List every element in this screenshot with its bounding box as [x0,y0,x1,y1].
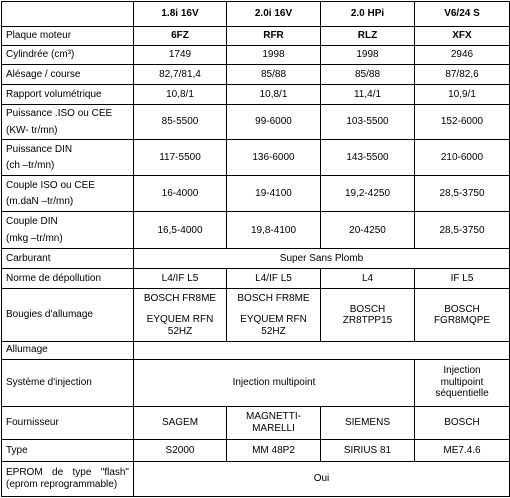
cell-value: 2946 [415,46,510,65]
header-engine-4: V6/24 S [415,2,510,27]
cell-value: 117-5500 [134,140,227,176]
row-label: Carburant [2,249,134,269]
cell-value: 10,8/1 [134,85,227,105]
row-label: Norme de dépollution [2,269,134,289]
cell-value: 85/88 [227,65,321,85]
header-row [2,2,510,27]
cell-line: BOSCH FR8ME [237,292,310,304]
cell-value-multiline [415,359,510,406]
row-systeme-injection [2,359,510,406]
row-type [2,439,510,461]
row-puissance-din [2,140,510,176]
cell-value: 20-4250 [321,212,415,249]
cell-value: 85-5500 [134,105,227,140]
row-label-unit: (KW- tr/mn) [6,124,58,136]
cell-value: RFR [227,27,321,46]
cell-value: ME7.4.6 [415,439,510,461]
row-label-line: EPROM de type "flash" [6,467,129,479]
cell-value: 82,7/81,4 [134,65,227,85]
cell-value: SAGEM [134,406,227,439]
row-label: Système d'injection [2,359,134,406]
row-label-line: Puissance .ISO ou CEE [6,108,113,120]
row-plaque-moteur [2,27,510,46]
row-label: Type [2,439,134,461]
cell-line: ZR8TPP15 [342,315,393,327]
cell-value: 19,2-4250 [321,176,415,212]
cell-line: multipoint [440,376,484,388]
header-engine-2: 2.0i 16V [227,2,321,27]
row-label-line: Couple DIN [6,216,58,228]
header-engine-1: 1.8i 16V [134,2,227,27]
row-eprom [2,461,510,496]
row-label-unit: (eprom reprogrammable) [6,478,118,490]
row-label [2,105,134,140]
cell-value: MM 48P2 [227,439,321,461]
cell-line: EYQUEM RFN [240,314,307,326]
row-label [2,140,134,176]
line-gap [138,304,222,314]
header-corner [2,2,134,27]
cell-value: L4/IF L5 [134,269,227,289]
cell-empty [134,341,510,359]
row-label-line: Couple ISO ou CEE [6,179,95,191]
row-label: Alésage / course [2,65,134,85]
cell-line: MAGNETTI- [246,411,301,423]
row-label-unit: (mkg –tr/mn) [6,232,63,244]
cell-line: EYQUEM RFN [146,314,214,326]
cell-value: 28,5-3750 [415,176,510,212]
row-label: Plaque moteur [2,27,134,46]
cell-line: MARELLI [252,422,295,434]
cell-line: FGR8MQPE [433,315,491,327]
cell-value-merged: Super Sans Plomb [134,249,510,269]
cell-value-merged: Injection multipoint [134,359,415,406]
cell-value: L4/IF L5 [227,269,321,289]
cell-value-multiline [321,289,415,341]
cell-value: 210-6000 [415,140,510,176]
cell-line: Injection [443,365,481,377]
row-rapport-volumetrique [2,85,510,105]
engine-spec-table [1,1,510,497]
row-label [2,176,134,212]
cell-value: 1998 [227,46,321,65]
row-label-unit: (m.daN –tr/mn) [6,196,74,208]
cell-line: BOSCH [349,303,386,315]
row-label-line: Puissance DIN [6,143,73,155]
cell-value: 1749 [134,46,227,65]
cell-value: S2000 [134,439,227,461]
row-allumage [2,341,510,359]
row-label: Bougies d'allumage [2,289,134,341]
row-label: Cylindrée (cm³) [2,46,134,65]
row-fournisseur [2,406,510,439]
cell-value-multiline [415,289,510,341]
cell-value: 6FZ [134,27,227,46]
cell-value: 85/88 [321,65,415,85]
cell-value: SIEMENS [321,406,415,439]
cell-value: 10,8/1 [227,85,321,105]
cell-line: séquentielle [435,388,489,400]
cell-value-multiline [227,406,321,439]
row-bougies [2,289,510,341]
cell-value: BOSCH [415,406,510,439]
cell-value: 136-6000 [227,140,321,176]
header-engine-3: 2.0 HPi [321,2,415,27]
cell-line: 52HZ [261,325,286,337]
cell-line: BOSCH FR8ME [143,292,217,304]
row-alesage-course [2,65,510,85]
cell-value-merged: Oui [134,461,510,496]
cell-value: 99-6000 [227,105,321,140]
cell-value: 143-5500 [321,140,415,176]
row-label: Allumage [2,341,134,359]
cell-value: SIRIUS 81 [321,439,415,461]
cell-line: BOSCH [444,303,480,315]
line-gap [231,304,316,314]
cell-value: 16,5-4000 [134,212,227,249]
cell-value: 103-5500 [321,105,415,140]
cell-value: 28,5-3750 [415,212,510,249]
row-label: Rapport volumétrique [2,85,134,105]
row-label [2,461,134,496]
row-carburant [2,249,510,269]
cell-value: RLZ [321,27,415,46]
row-couple-iso [2,176,510,212]
row-couple-din [2,212,510,249]
cell-value-multiline [227,289,321,341]
cell-value: 10,9/1 [415,85,510,105]
cell-value: XFX [415,27,510,46]
cell-line: 52HZ [167,325,193,337]
cell-value-multiline [134,289,227,341]
cell-value: IF L5 [415,269,510,289]
row-label [2,212,134,249]
cell-value: 87/82,6 [415,65,510,85]
row-norme-depollution [2,269,510,289]
row-puissance-iso [2,105,510,140]
cell-value: 1998 [321,46,415,65]
cell-value: 152-6000 [415,105,510,140]
cell-value: 16-4000 [134,176,227,212]
cell-value: L4 [321,269,415,289]
row-cylindree [2,46,510,65]
row-label: Fournisseur [2,406,134,439]
cell-value: 19,8-4100 [227,212,321,249]
row-label-unit: (ch –tr/mn) [6,160,55,172]
cell-value: 19-4100 [227,176,321,212]
cell-value: 11,4/1 [321,85,415,105]
